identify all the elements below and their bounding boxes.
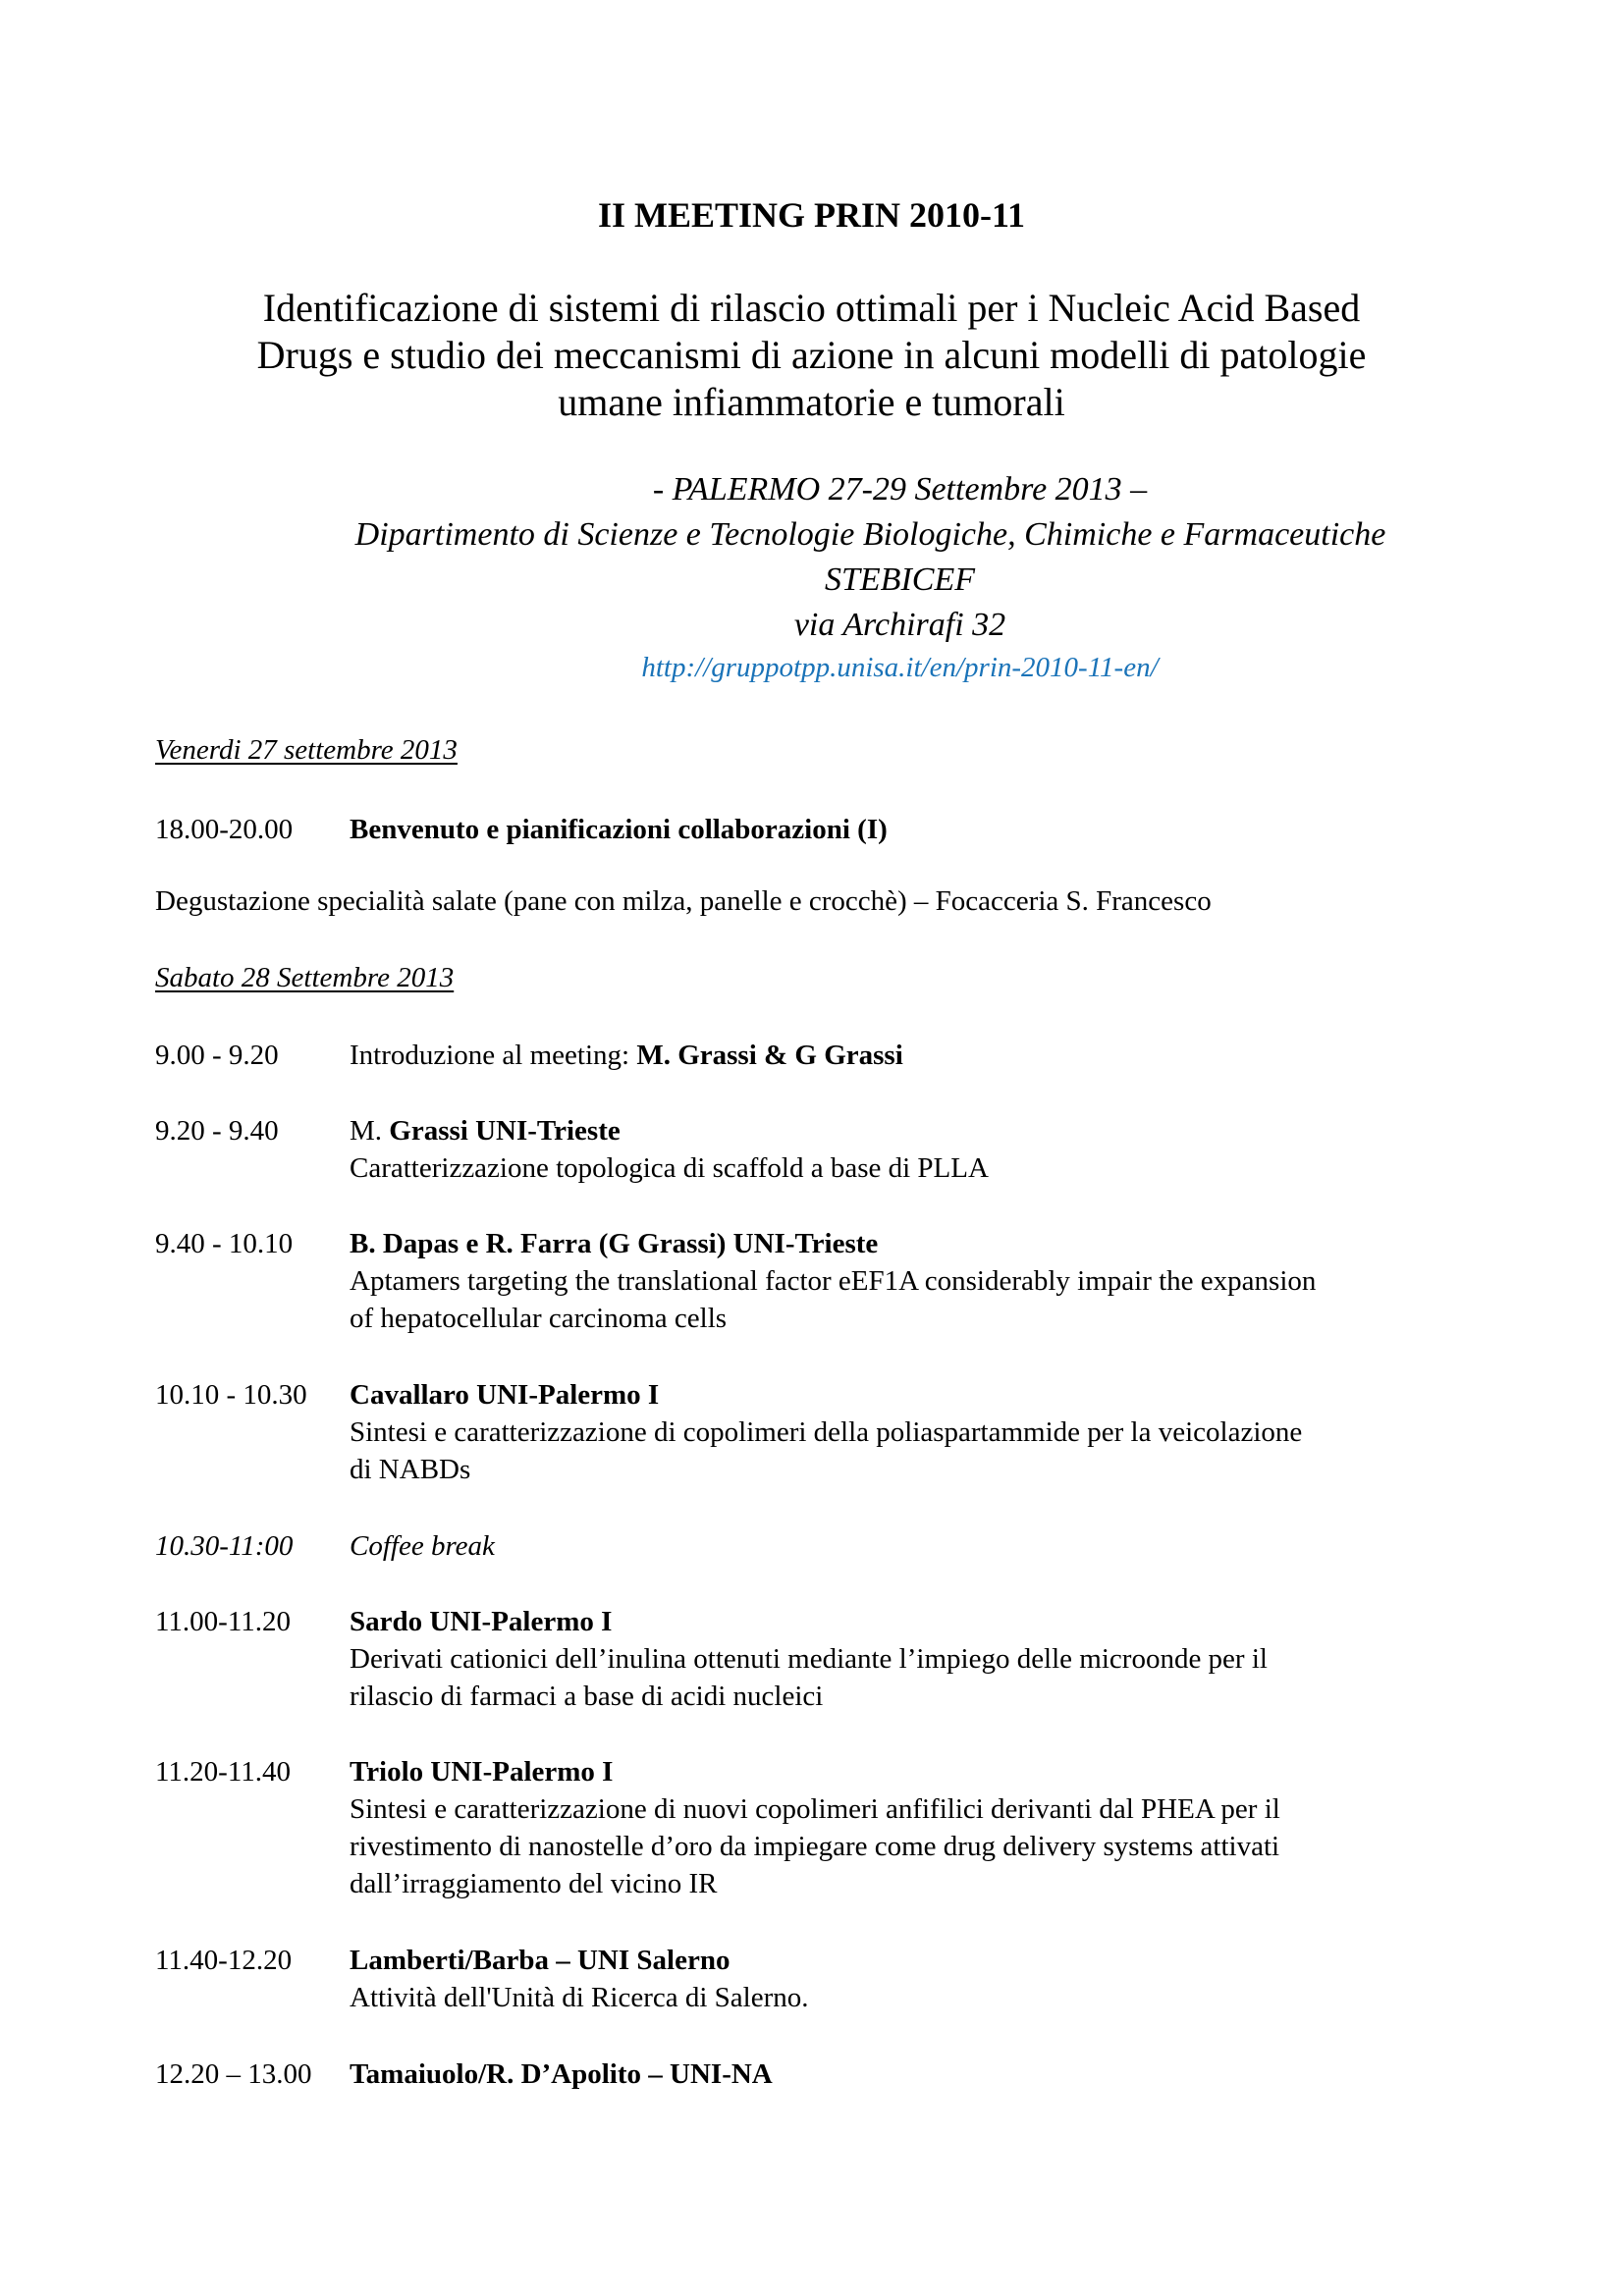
venue-acronym: STEBICEF — [825, 561, 975, 598]
subtitle-line: umane infiammatorie e tumorali — [558, 380, 1065, 424]
speaker: Sardo UNI-Palermo I — [350, 1606, 613, 1637]
session-body — [350, 1376, 1623, 1488]
session-title — [350, 1037, 1623, 1074]
speaker: Grassi UNI-Trieste — [389, 1115, 621, 1147]
subtitle-line: Drugs e studio dei meccanismi di azione in alcuni modelli di patologie — [256, 333, 1367, 377]
session-title: Benvenuto e pianificazioni collaborazioni (I) — [350, 814, 888, 845]
session-time: 18.00-20.00 — [155, 814, 294, 845]
session-body — [350, 1112, 1623, 1187]
friday-heading: Venerdi 27 settembre 2013 — [155, 734, 458, 766]
speaker: Tamaiuolo/R. D’Apolito – UNI-NA — [350, 2058, 773, 2090]
intro-speakers: M. Grassi & G Grassi — [636, 1040, 903, 1071]
talk-title: Sintesi e caratterizzazione di copolimeri della poliaspartammide per la veicolazione — [350, 1416, 1303, 1448]
session-time: 9.40 - 10.10 — [155, 1228, 294, 1259]
subtitle-line: Identificazione di sistemi di rilascio ottimali per i Nucleic Acid Based — [262, 286, 1361, 330]
meeting-title: II MEETING PRIN 2010-11 — [597, 195, 1026, 235]
talk-title: rilascio di farmaci a base di acidi nucleici — [350, 1681, 824, 1712]
session-body — [350, 1753, 1623, 1902]
talk-title: di NABDs — [350, 1454, 471, 1485]
session-time: 11.20-11.40 — [155, 1756, 292, 1788]
speaker: Lamberti/Barba – UNI Salerno — [350, 1945, 730, 1976]
speaker: Cavallaro UNI-Palermo I — [350, 1379, 660, 1411]
talk-title: Aptamers targeting the translational factor eEF1A considerably impair the expansion — [350, 1265, 1317, 1297]
speaker: B. Dapas e R. Farra (G Grassi) UNI-Trieste — [350, 1228, 879, 1259]
session-time: 10.10 - 10.30 — [155, 1379, 307, 1411]
talk-title: Derivati cationici dell’inulina ottenuti mediante l’impiego delle microonde per il — [350, 1643, 1268, 1675]
talk-title: rivestimento di nanostelle d’oro da impiegare come drug delivery systems attivati — [350, 1831, 1280, 1862]
talk-title: dall’irraggiamento del vicino IR — [350, 1868, 718, 1899]
session-time: 9.20 - 9.40 — [155, 1115, 279, 1147]
talk-title: Caratterizzazione topologica di scaffold a base di PLLA — [350, 1152, 989, 1184]
coffee-break-label: Coffee break — [350, 1530, 495, 1562]
website-link[interactable]: http://gruppotpp.unisa.it/en/prin-2010-11-en/ — [641, 652, 1159, 683]
session-body — [350, 1942, 1623, 2016]
talk-title: Attività dell'Unità di Ricerca di Salerno. — [350, 1982, 809, 2013]
talk-title: of hepatocellular carcinoma cells — [350, 1303, 728, 1334]
speaker: Triolo UNI-Palermo I — [350, 1756, 614, 1788]
speaker-line — [350, 1112, 1623, 1149]
saturday-heading: Sabato 28 Settembre 2013 — [155, 962, 455, 993]
session-time: 10.30-11:00 — [155, 1530, 294, 1562]
session-time: 11.40-12.20 — [155, 1945, 293, 1976]
talk-title: Sintesi e caratterizzazione di nuovi copolimeri anfifilici derivanti dal PHEA per il — [350, 1793, 1280, 1825]
session-time: 12.20 – 13.00 — [155, 2058, 312, 2090]
venue-address: via Archirafi 32 — [793, 607, 1006, 643]
session-time: 11.00-11.20 — [155, 1606, 292, 1637]
friday-note: Degustazione specialità salate (pane con milza, panelle e crocchè) – Focacceria S. Francesco — [155, 885, 1212, 917]
session-body — [350, 1225, 1623, 1337]
venue-dates: - PALERMO 27-29 Settembre 2013 – — [652, 471, 1148, 507]
intro-label: Introduzione al meeting: — [350, 1040, 637, 1071]
session-body — [350, 1603, 1623, 1715]
speaker-prefix: M. — [350, 1115, 390, 1147]
venue-department: Dipartimento di Scienze e Tecnologie Biologiche, Chimiche e Farmaceutiche — [354, 516, 1386, 553]
session-time: 9.00 - 9.20 — [155, 1040, 279, 1071]
